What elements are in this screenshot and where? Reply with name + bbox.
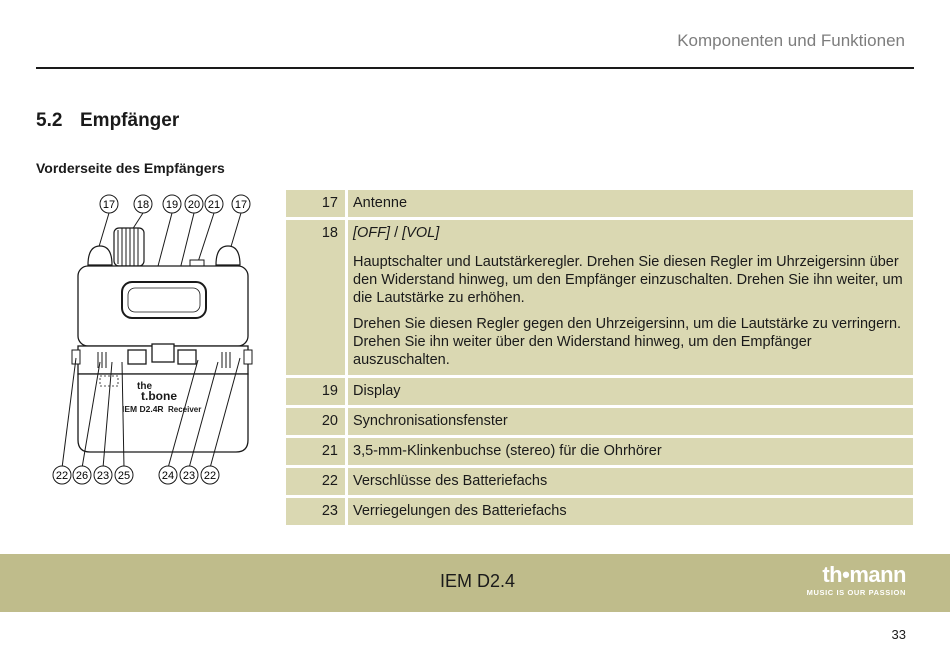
callout-24: 24 (161, 470, 175, 482)
table-row (286, 408, 913, 435)
row-description: 3,5-mm-Klinkenbuchse (stereo) für die Ohrhörer (348, 438, 913, 465)
left-antenna (88, 246, 112, 265)
row-paragraph-1: Hauptschalter und Lautstärkeregler. Drehen Sie diesen Regler im Uhrzeigersinn über den Widerstand hinweg, um den Empfänger einzuschalten. Drehen Sie ihn weiter, um die Lautstärke zu erhöhen. (353, 254, 903, 306)
sync-window-right (178, 350, 196, 364)
section-number: 5.2 (36, 110, 63, 131)
table-row (286, 438, 913, 465)
row-number: 20 (286, 408, 348, 435)
logo-brand: th•mann (822, 562, 906, 587)
row-description: Display (348, 378, 913, 405)
row-number: 17 (286, 190, 348, 217)
row-description: Antenne (348, 190, 913, 217)
header-divider (36, 67, 914, 69)
component-table (286, 187, 913, 528)
callout-21: 21 (207, 199, 221, 211)
row-number: 19 (286, 378, 348, 405)
callout-19: 19 (165, 199, 179, 211)
row-paragraph-2: Drehen Sie diesen Regler gegen den Uhrzeigersinn, um die Lautstärke zu verringern. Drehen Sie ihn weiter über den Widerstand hinweg, um den Empfänger auszuschalten. (353, 316, 902, 368)
page-number: 33 (891, 627, 906, 642)
sync-window (152, 344, 174, 362)
table-row (286, 220, 913, 375)
bottom-callouts (53, 466, 219, 484)
figure-subheading: Vorderseite des Empfängers (36, 160, 225, 176)
display-window (122, 282, 206, 318)
label-off: [OFF] (353, 225, 391, 241)
device-logo-tbone: t.bone (141, 389, 177, 403)
device-receiver-label: Receiver (168, 405, 202, 414)
row-number: 21 (286, 438, 348, 465)
row-description (348, 220, 913, 375)
label-vol: [VOL] (402, 225, 440, 241)
right-latch (244, 350, 252, 364)
section-title: Empfänger (80, 110, 180, 131)
row-description: Verriegelungen des Batteriefachs (348, 498, 913, 525)
table-row (286, 498, 913, 525)
device-logo-the: the (137, 381, 152, 392)
callout-25: 25 (117, 470, 131, 482)
callout-22-right: 22 (203, 470, 217, 482)
callout-23-left: 23 (96, 470, 110, 482)
row-label (353, 224, 903, 242)
table-row (286, 190, 913, 217)
callout-22-left: 22 (55, 470, 69, 482)
receiver-illustration (48, 190, 268, 490)
label-separator: / (390, 225, 403, 241)
table-row (286, 468, 913, 495)
logo-tagline: MUSIC IS OUR PASSION (806, 588, 906, 597)
receiver-front-diagram (48, 190, 268, 490)
row-description: Synchronisationsfenster (348, 408, 913, 435)
top-callouts (100, 195, 250, 213)
thomann-logo (807, 564, 906, 597)
table-row (286, 378, 913, 405)
right-antenna (216, 246, 240, 265)
callout-20: 20 (187, 199, 201, 211)
device-model-label: IEM D2.4R (122, 404, 164, 414)
callout-18: 18 (136, 199, 150, 211)
callout-23-right: 23 (182, 470, 196, 482)
row-number: 23 (286, 498, 348, 525)
callout-26: 26 (75, 470, 89, 482)
sync-window-left (128, 350, 146, 364)
row-number: 18 (286, 220, 348, 375)
header-title: Komponenten und Funktionen (677, 31, 905, 50)
callout-17-right: 17 (234, 199, 248, 211)
row-number: 22 (286, 468, 348, 495)
row-description: Verschlüsse des Batteriefachs (348, 468, 913, 495)
section-heading (36, 110, 179, 132)
callout-17-left: 17 (102, 199, 116, 211)
footer-model: IEM D2.4 (440, 571, 516, 591)
